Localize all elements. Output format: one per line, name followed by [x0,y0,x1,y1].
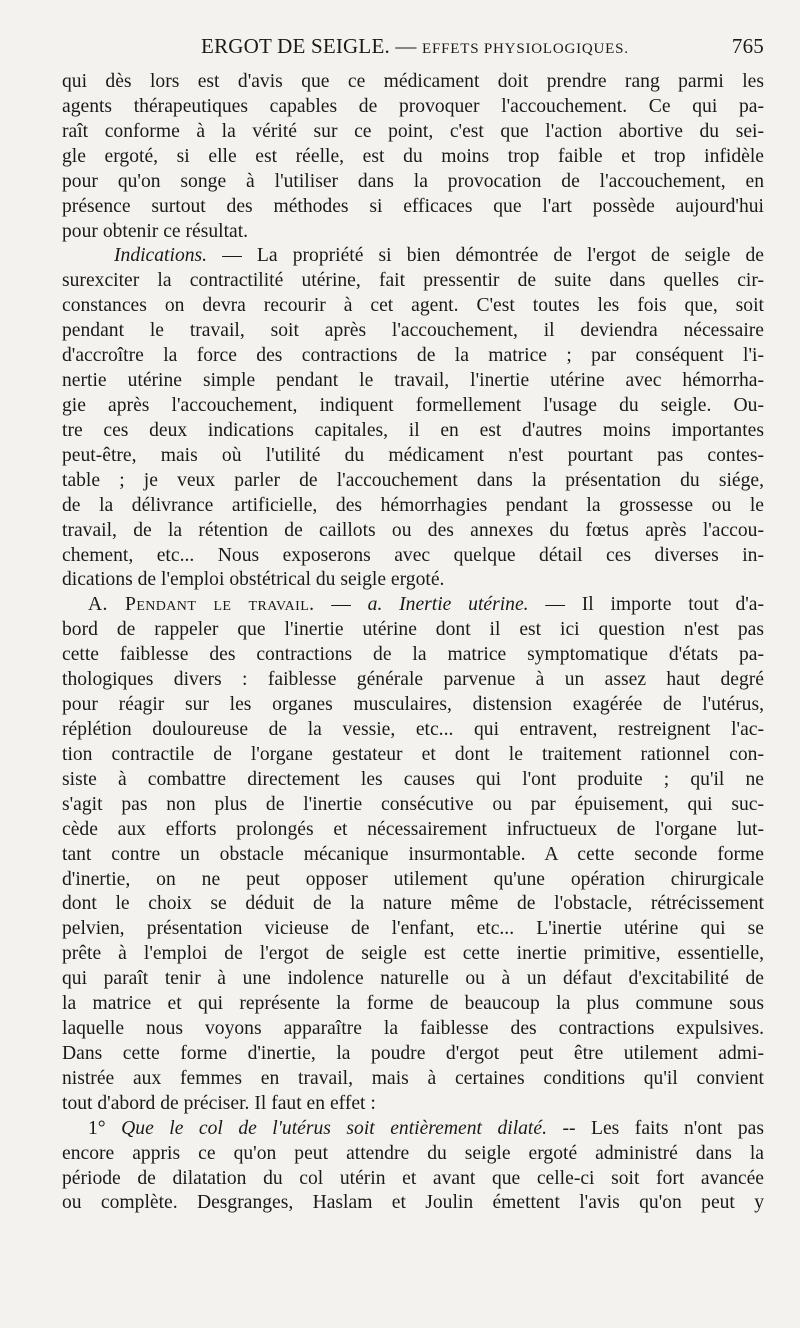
text-line: table ; je veux parler de l'accouchement dans la présentation du siége, [62,469,764,491]
text-line: pour qu'on songe à l'utiliser dans la provocation de l'accouchement, en [62,170,764,192]
text-line: de la délivrance artificielle, des hémorrhagies pendant la grossesse ou le [62,494,764,516]
text-line: réplétion douloureuse de la vessie, etc... qui entravent, restreignent l'ac- [62,718,764,740]
text-line: chement, etc... Nous exposerons avec quelque détail ces diverses in- [62,544,764,566]
header-subtitle: EFFETS PHYSIOLOGIQUES. [422,41,629,57]
text-line: période de dilatation du col utérin et avant que celle-ci soit fort avancée [62,1167,764,1189]
text-line: siste à combattre directement les causes qui l'ont produite ; qu'il ne [62,768,764,790]
paragraph [62,593,764,1116]
running-header [62,34,764,64]
text-line: 1° Que le col de l'utérus soit entièrement dilaté. -- Les faits n'ont pas [88,1117,764,1139]
text-line: présence surtout des méthodes si efficaces que l'art possède aujourd'hui [62,195,764,217]
text-line: s'agit pas non plus de l'inertie consécutive ou par épuisement, qui suc- [62,793,764,815]
text-line: encore appris ce qu'on peut attendre du seigle ergoté administré dans la [62,1142,764,1164]
list-number: 1° [88,1117,106,1139]
text-line: agents thérapeutiques capables de provoquer l'accouchement. Ce qui pa- [62,95,764,117]
text-line: nistrée aux femmes en travail, mais à certaines conditions qu'il convient [62,1067,764,1089]
paragraph-lead: Que le col de l'utérus soit entièrement dilaté. [105,1117,547,1139]
page-number: 765 [731,34,764,58]
text-line: gie après l'accouchement, indiquent formellement l'usage du seigle. Ou- [62,394,764,416]
text-line: laquelle nous voyons apparaître la faiblesse des contractions expulsives. [62,1018,764,1040]
text-line: nertie utérine simple pendant le travail, l'inertie utérine avec hémorrha- [62,370,764,392]
text-line: dications de l'emploi obstétrical du seigle ergoté. [62,569,445,591]
text-line: travail, de la rétention de caillots ou des annexes du fœtus après l'accou- [62,519,764,541]
text-line: thologiques divers : faiblesse générale parvenue à un assez haut degré [62,669,764,691]
text-line: raît conforme à la vérité sur ce point, c'est que l'action abortive du sei- [62,120,764,142]
text-line: pendant le travail, soit après l'accouchement, il deviendra nécessaire [62,320,764,342]
text-line: constances on devra recourir à cet agent. C'est toutes les fois que, soit [62,295,764,317]
text-line: bord de rappeler que l'inertie utérine dont il est ici question n'est pas [62,619,764,641]
text-line: dont le choix se déduit de la nature même de l'obstacle, rétrécissement [62,893,764,915]
text-line: pour réagir sur les organes musculaires, distension exagérée de l'utérus, [62,694,764,716]
text-line: cède aux efforts prolongés et nécessairement infructueux de l'organe lut- [62,818,764,840]
text-line: ou complète. Desgranges, Haslam et Joulin émettent l'avis qu'on peut y [62,1192,764,1214]
text-line: d'accroître la force des contractions de la matrice ; par conséquent l'i- [62,345,764,367]
paragraph [62,244,764,593]
text-line: Dans cette forme d'inertie, la poudre d'ergot peut être utilement admi- [62,1042,764,1064]
text-line: tout d'abord de préciser. Il faut en effet : [62,1092,376,1114]
paragraph-lead: Indications. [114,245,208,267]
text-line: surexciter la contractilité utérine, fait pressentir de suite dans quelles cir- [62,270,764,292]
text-line: d'inertie, on ne peut opposer utilement qu'une opération chirurgicale [62,868,764,890]
text-line: gle ergoté, si elle est réelle, est du moins trop faible et trop infidèle [62,145,764,167]
section-heading: A. Pendant le travail. [88,594,315,616]
text-line: la matrice et qui représente la forme de beaucoup la plus commune sous [62,993,764,1015]
text-line: tion contractile de l'organe gestateur et dont le traitement rationnel con- [62,743,764,765]
running-title [62,34,732,59]
header-dash: — [395,34,417,58]
text-line: A. Pendant le travail. — a. Inertie utérine. — Il importe tout d'a- [88,594,765,616]
text-line: pelvien, présentation vicieuse de l'enfant, etc... L'inertie utérine qui se [62,918,764,940]
text-line: Indications. — La propriété si bien démontrée de l'ergot de seigle de [114,245,764,267]
text-line: pour obtenir ce résultat. [62,220,249,242]
text-line: peut-être, mais où l'utilité du médicament n'est pourtant pas contes- [62,444,764,466]
paragraph [62,1117,764,1217]
text-line: tre ces deux indications capitales, il en est d'autres moins importantes [62,419,764,441]
paragraph [62,70,764,244]
header-title: ERGOT DE SEIGLE. [201,34,390,58]
subsection-heading: a. Inertie utérine. [367,594,529,616]
text-line: cette faiblesse des contractions de la matrice symptomatique d'états pa- [62,644,764,666]
text-line: prête à l'emploi de l'ergot de seigle est cette inertie primitive, essentielle, [62,943,764,965]
text-line: qui paraît tenir à une indolence naturelle ou à un défaut d'excitabilité de [62,968,764,990]
page-body [62,70,764,1216]
text-line: qui dès lors est d'avis que ce médicament doit prendre rang parmi les [62,71,764,92]
text-line: tant contre un obstacle mécanique insurmontable. A cette seconde forme [62,843,764,865]
